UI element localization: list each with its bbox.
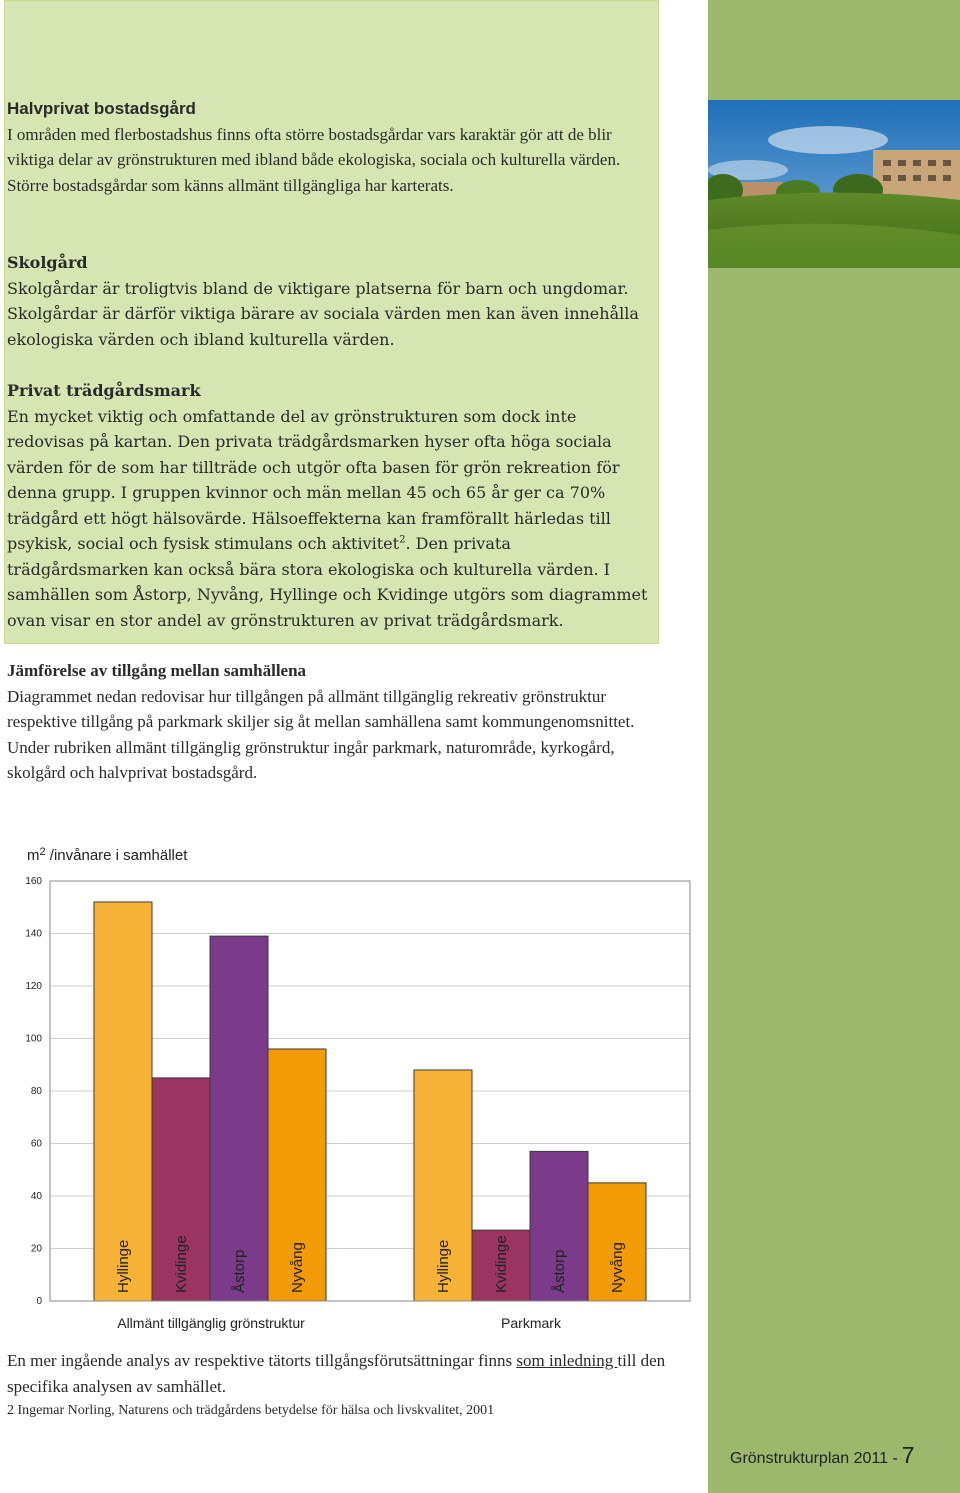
bar-label-1-1: Kvidinge xyxy=(493,1235,510,1293)
section-privat xyxy=(7,378,657,633)
page-number: 7 xyxy=(901,1442,915,1468)
y-tick-100: 100 xyxy=(25,1033,42,1045)
bar-label-0-1: Kvidinge xyxy=(173,1235,190,1293)
heading-skolgard: Skolgård xyxy=(7,253,88,272)
housing-yard-photo xyxy=(708,100,960,268)
bar-label-1-3: Nyvång xyxy=(609,1242,626,1293)
photo-illustration xyxy=(708,100,960,268)
closing-text xyxy=(7,1348,667,1399)
text-skolgard: Skolgårdar är troligtvis bland de viktigare platserna för barn och ungdomar. Skolgårdar är därför viktiga bärare av sociala värden men kan även innehålla ekologiska värden och ibland kulturella värden. xyxy=(7,278,639,349)
y-axis-label-base: m xyxy=(27,847,40,864)
y-tick-60: 60 xyxy=(30,1138,42,1150)
closing-text-b: till den specifika analysen av samhället. xyxy=(7,1351,666,1396)
y-tick-labels xyxy=(25,876,42,1307)
group-label-1: Parkmark xyxy=(501,1315,561,1331)
bar-label-1-2: Åstorp xyxy=(551,1249,568,1293)
section-comparison xyxy=(7,658,667,786)
y-tick-140: 140 xyxy=(25,928,42,940)
heading-halvprivat: Halvprivat bostadsgård xyxy=(7,99,196,118)
bar-label-1-0: Hyllinge xyxy=(435,1239,452,1293)
text-privat xyxy=(7,404,657,634)
section-skolgard xyxy=(7,250,657,352)
page-footer xyxy=(730,1442,915,1469)
group-labels xyxy=(117,1315,562,1331)
y-tick-20: 20 xyxy=(30,1243,42,1255)
y-tick-80: 80 xyxy=(30,1086,42,1097)
footnote: 2 Ingemar Norling, Naturens och trädgårdens betydelse för hälsa och livskvalitet, 2001 xyxy=(7,1403,495,1418)
y-axis-label xyxy=(27,846,188,864)
heading-comparison: Jämförelse av tillgång mellan samhällena xyxy=(7,661,307,680)
text-privat-b: . Den privata trädgårdsmarken kan också bära stora ekologiska och kulturella värden. I samhällen som Åstorp, Nyvång, Hyllinge och Kvidinge utgörs som diagrammet ovan visar en stor andel av grönstrukturen av privat trädgårdsmark. xyxy=(7,534,648,630)
closing-text-underlined: som inledning xyxy=(516,1351,618,1370)
closing-text-a: En mer ingående analys av respektive tätorts tillgångsförutsättningar finns xyxy=(7,1351,517,1370)
page-footer-title: Grönstrukturplan 2011 - xyxy=(730,1450,898,1467)
heading-privat: Privat trädgårdsmark xyxy=(7,381,201,400)
footnote-ref: 2 xyxy=(399,534,406,546)
group-label-0: Allmänt tillgänglig grönstruktur xyxy=(117,1315,305,1331)
y-tick-40: 40 xyxy=(30,1191,42,1202)
text-privat-a: En mycket viktig och omfattande del av grönstrukturen som dock inte redovisas på kartan. Den privata trädgårdsmarken hyser ofta höga sociala värden för de som har tillträde och utgör ofta basen för grön rekreation för denna grupp. I gruppen kvinnor och män mellan 45 och 65 år ger ca 70% trädgård ett högt hälsovärde. Hälsoeffekterna kan framförallt härledas till psykisk, social och fysisk stimulans och aktivitet xyxy=(7,406,620,553)
bar-chart xyxy=(0,836,700,1336)
y-axis-label-sup: 2 xyxy=(39,846,46,858)
section-halvprivat xyxy=(7,96,657,198)
y-tick-120: 120 xyxy=(25,981,42,992)
bar-label-0-0: Hyllinge xyxy=(115,1239,132,1293)
y-axis-label-rest: /invånare i samhället xyxy=(45,847,188,864)
y-tick-0: 0 xyxy=(36,1296,42,1307)
bar-0-2 xyxy=(210,936,268,1301)
bar-label-0-2: Åstorp xyxy=(231,1249,248,1293)
text-comparison: Diagrammet nedan redovisar hur tillgången på allmänt tillgänglig rekreativ grönstruktur respektive tillgång på parkmark skiljer sig åt mellan samhällena samt kommungenomsnittet. Under rubriken allmänt tillgänglig grönstruktur ingår parkmark, naturområde, kyrkogård, skolgård och halvprivat bostadsgård. xyxy=(7,686,635,782)
y-tick-160: 160 xyxy=(25,876,42,887)
bar-label-0-3: Nyvång xyxy=(289,1242,306,1293)
text-halvprivat: I områden med flerbostadshus finns ofta större bostadsgårdar vars karaktär gör att de blir viktiga delar av grönstrukturen med ibland både ekologiska, sociala och kulturella värden. Större bostadsgårdar som känns allmänt tillgängliga har karterats. xyxy=(7,124,621,195)
